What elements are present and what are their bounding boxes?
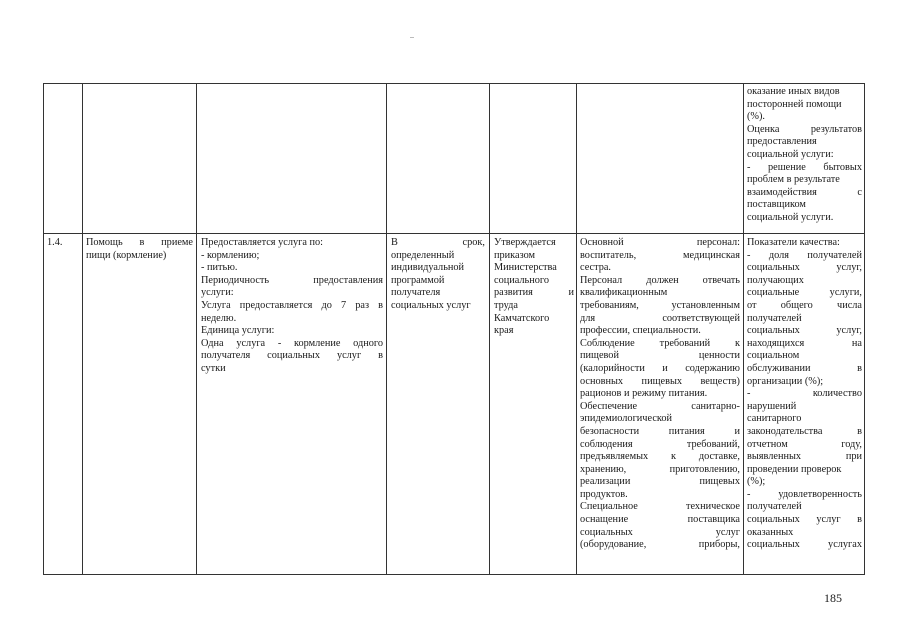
service-term-cell bbox=[391, 237, 485, 313]
row-divider bbox=[43, 233, 865, 234]
text-line: (калорийности и содержанию bbox=[580, 362, 740, 374]
text-line: - доля получателей bbox=[747, 249, 862, 261]
column-divider bbox=[743, 83, 744, 575]
text-line: развития и bbox=[494, 287, 574, 299]
text-line: Услуга предоставляется до 7 раз в bbox=[201, 299, 383, 311]
text-line: - количество bbox=[747, 388, 862, 400]
table-border-left bbox=[43, 83, 44, 575]
text-line: Помощь в приеме bbox=[86, 237, 193, 248]
text-line: оснащение поставщика bbox=[580, 514, 740, 526]
text-line: получателя bbox=[391, 287, 441, 299]
text-line: предъявляемых к доставке, bbox=[580, 451, 740, 463]
text-line: пищевой ценности bbox=[580, 350, 740, 362]
text-line: рационов и режиму питания. bbox=[580, 388, 708, 400]
text-line: хранению, приготовлению, bbox=[580, 463, 740, 475]
text-line: Специальное техническое bbox=[580, 501, 740, 513]
text-line: определенный bbox=[391, 249, 455, 261]
text-line: взаимодействия с bbox=[747, 186, 862, 198]
text-line: предоставления bbox=[747, 136, 817, 148]
text-line: - питью. bbox=[201, 262, 238, 274]
text-line: - решение бытовых bbox=[747, 161, 862, 173]
text-line: Утверждается bbox=[494, 237, 556, 248]
text-line: В срок, bbox=[391, 237, 485, 248]
text-line: безопасности питания и bbox=[580, 425, 740, 437]
indicators-continued-cell bbox=[747, 86, 862, 232]
text-line: посторонней помощи bbox=[747, 98, 842, 110]
text-line: соблюдения требований, bbox=[580, 438, 740, 450]
text-line: труда bbox=[494, 299, 518, 311]
text-line: профессии, специальности. bbox=[580, 325, 701, 337]
text-line: неделю. bbox=[201, 312, 237, 324]
text-line: Персонал должен отвечать bbox=[580, 274, 740, 286]
text-line: социальных услуг bbox=[580, 526, 740, 538]
table-border-top bbox=[43, 83, 865, 84]
text-line: Показатели качества: bbox=[747, 237, 840, 248]
text-line: законодательства в bbox=[747, 425, 862, 437]
text-line: сутки bbox=[201, 362, 226, 374]
text-line: программой bbox=[391, 274, 445, 286]
text-line: Оценка результатов bbox=[747, 123, 862, 135]
column-divider bbox=[576, 83, 577, 575]
text-line: Соблюдение требований к bbox=[580, 337, 740, 349]
column-divider bbox=[196, 83, 197, 575]
text-line: - удовлетворенность bbox=[747, 488, 862, 500]
text-line: Основной персонал: bbox=[580, 237, 740, 248]
text-line: получателей bbox=[747, 501, 802, 513]
scan-mark bbox=[410, 37, 414, 38]
service-description-cell bbox=[201, 237, 383, 376]
text-line: требованиям, установленным bbox=[580, 299, 740, 311]
column-divider bbox=[489, 83, 490, 575]
text-line: социальные услуги, bbox=[747, 287, 862, 299]
text-line: получателя социальных услуг в bbox=[201, 350, 383, 362]
text-line: основных пищевых веществ) bbox=[580, 375, 740, 387]
text-line: социальном bbox=[747, 350, 800, 362]
text-line: реализации пищевых bbox=[580, 476, 740, 488]
text-line: обслуживании в bbox=[747, 362, 862, 374]
text-line: края bbox=[494, 325, 514, 337]
text-line: Министерства bbox=[494, 262, 557, 274]
text-line: Камчатского bbox=[494, 312, 550, 324]
text-line: квалификационным bbox=[580, 287, 668, 299]
column-divider bbox=[82, 83, 83, 575]
text-line: сестра. bbox=[580, 262, 612, 274]
text-line: Обеспечение санитарно- bbox=[580, 400, 740, 412]
text-line: (%). bbox=[747, 111, 766, 123]
text-line: оказанных bbox=[747, 526, 794, 538]
text-line: находящихся на bbox=[747, 337, 862, 349]
quality-indicators-cell bbox=[747, 237, 862, 573]
text-line: проведении проверок bbox=[747, 463, 842, 475]
page-number: 185 bbox=[824, 591, 842, 605]
table-border-bottom bbox=[43, 574, 865, 575]
text-line: получающих bbox=[747, 274, 804, 286]
text-line: нарушений bbox=[747, 400, 797, 412]
text-line: воспитатель, медицинская bbox=[580, 249, 740, 261]
text-line: услуги: bbox=[201, 287, 234, 299]
text-line: социальной услуги. bbox=[747, 211, 834, 223]
text-line: - кормлению; bbox=[201, 249, 260, 261]
text-line: социальных услугах bbox=[747, 539, 862, 551]
tariff-cell bbox=[494, 237, 574, 338]
text-line: пищи (кормление) bbox=[86, 249, 167, 261]
text-line: отчетном году, bbox=[747, 438, 862, 450]
text-line: поставщиком bbox=[747, 199, 806, 211]
text-line: санитарного bbox=[747, 413, 802, 425]
text-line: эпидемиологической bbox=[580, 413, 673, 425]
text-line: индивидуальной bbox=[391, 262, 465, 274]
text-line: (%); bbox=[747, 476, 766, 488]
text-line: выявленных при bbox=[747, 451, 862, 463]
text-line: Одна услуга - кормление одного bbox=[201, 337, 383, 349]
text-line: (оборудование, приборы, bbox=[580, 539, 740, 551]
text-line: Единица услуги: bbox=[201, 325, 275, 337]
text-line: приказом bbox=[494, 249, 536, 261]
text-line: от общего числа bbox=[747, 299, 862, 311]
text-line: оказание иных видов bbox=[747, 86, 840, 97]
text-line: социальных услуг, bbox=[747, 262, 862, 274]
text-line: получателей bbox=[747, 312, 802, 324]
service-name-cell bbox=[86, 237, 193, 262]
text-line: социальных услуг bbox=[391, 299, 471, 311]
row-number: 1.4. bbox=[47, 237, 63, 248]
text-line: Периодичность предоставления bbox=[201, 274, 383, 286]
text-line: проблем в результате bbox=[747, 174, 840, 186]
service-standards-table bbox=[43, 83, 865, 575]
text-line: социальной услуги: bbox=[747, 148, 834, 160]
table-border-right bbox=[864, 83, 865, 575]
service-conditions-cell bbox=[580, 237, 740, 573]
text-line: для соответствующей bbox=[580, 312, 740, 324]
column-divider bbox=[386, 83, 387, 575]
text-line: социальных услуг в bbox=[747, 514, 862, 526]
text-line: продуктов. bbox=[580, 488, 628, 500]
text-line: Предоставляется услуга по: bbox=[201, 237, 323, 248]
text-line: организации (%); bbox=[747, 375, 824, 387]
text-line: социальных услуг, bbox=[747, 325, 862, 337]
text-line: социального bbox=[494, 274, 550, 286]
